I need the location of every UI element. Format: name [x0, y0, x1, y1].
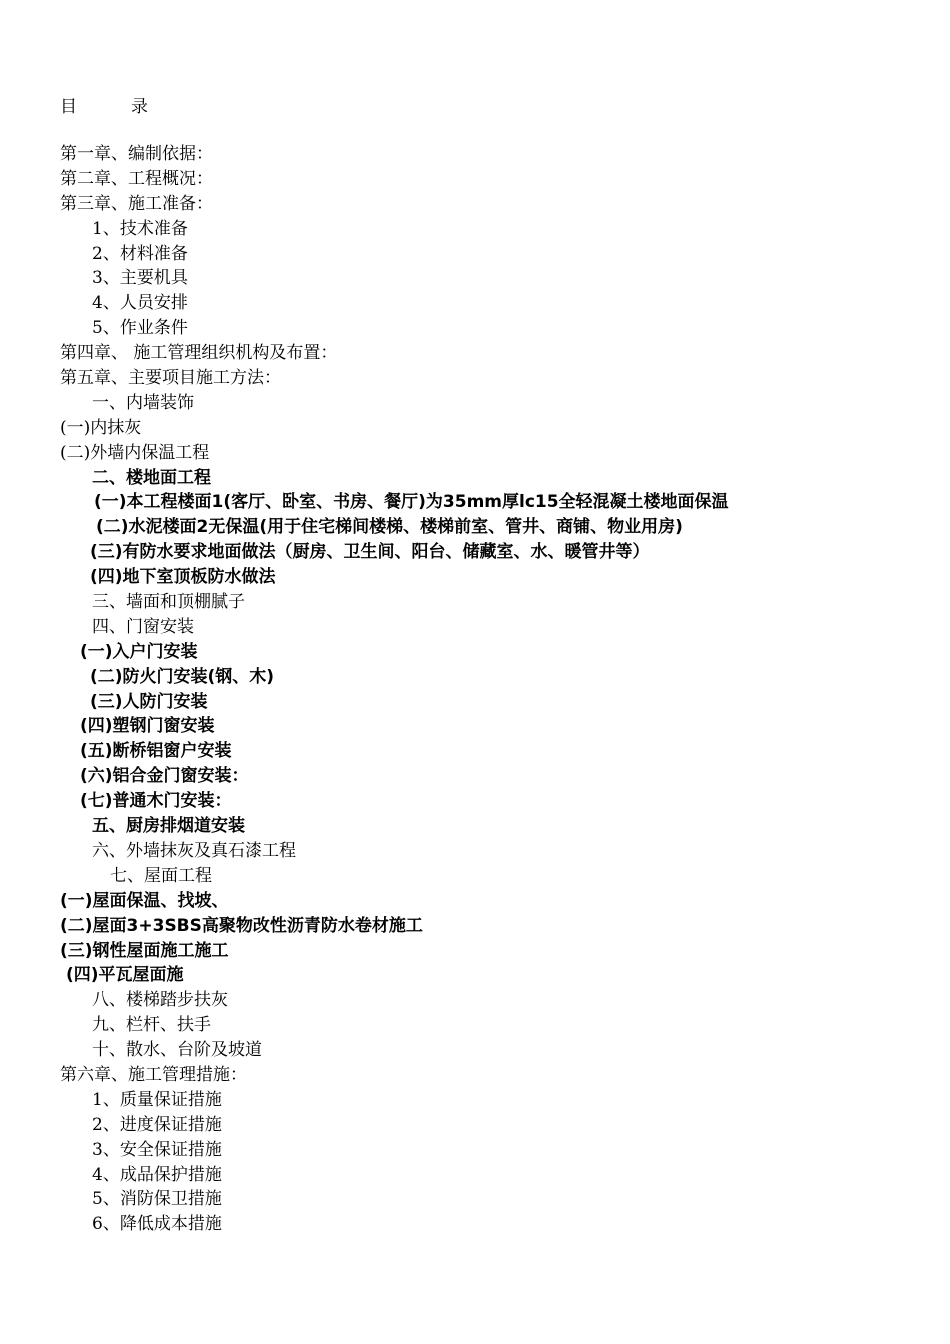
toc-entry: 5、消防保卫措施 [92, 1189, 222, 1210]
toc-entry: 五、厨房排烟道安装 [92, 816, 245, 837]
toc-entry: 3、安全保证措施 [92, 1139, 222, 1160]
toc-entry: 八、楼梯踏步扶灰 [92, 990, 228, 1011]
toc-entry: 六、外墙抹灰及真石漆工程 [92, 840, 296, 861]
toc-entry: (三)人防门安装 [90, 691, 208, 712]
toc-entry: (四)地下室顶板防水做法 [90, 567, 276, 588]
toc-entry: 四、门窗安装 [92, 616, 194, 637]
toc-entry: 第一章、编制依据： [60, 144, 213, 164]
toc-entry: (六)铝合金门窗安装： [80, 766, 249, 787]
toc-entry: (三)钢性屋面施工施工 [60, 940, 229, 961]
toc-list [0, 142, 950, 1237]
toc-entry: 第四章、 施工管理组织机构及布置： [60, 343, 338, 364]
toc-entry: (一)内抹灰 [60, 417, 142, 438]
toc-entry: 1、质量保证措施 [92, 1089, 222, 1110]
toc-title: 目 录 [60, 97, 149, 117]
toc-entry: 九、栏杆、扶手 [92, 1015, 211, 1036]
toc-entry: 5、作业条件 [92, 318, 188, 339]
toc-entry: 十、散水、台阶及坡道 [92, 1040, 262, 1061]
toc-entry: 第五章、主要项目施工方法： [60, 368, 281, 389]
toc-entry: 1、技术准备 [92, 218, 188, 239]
toc-entry: 第三章、施工准备： [60, 193, 213, 214]
toc-entry: 4、人员安排 [92, 293, 188, 314]
toc-entry: (一)屋面保温、找坡、 [60, 890, 229, 911]
toc-entry: (二)屋面3+3SBS高聚物改性沥青防水卷材施工 [60, 915, 423, 936]
toc-entry: (一)入户门安装 [80, 641, 198, 662]
toc-entry: 4、成品保护措施 [92, 1164, 222, 1185]
toc-entry: (四)塑钢门窗安装 [80, 716, 215, 737]
toc-entry: 第六章、施工管理措施： [60, 1064, 247, 1085]
toc-entry: 一、内墙装饰 [92, 392, 194, 413]
toc-entry: 3、主要机具 [92, 268, 188, 289]
toc-entry: (四)平瓦屋面施 [66, 965, 184, 986]
toc-entry: (二)水泥楼面2无保温(用于住宅梯间楼梯、楼梯前室、管井、商铺、物业用房) [96, 517, 683, 538]
toc-entry: 七、屋面工程 [110, 865, 212, 886]
toc-entry: (一)本工程楼面1(客厅、卧室、书房、餐厅)为35mm厚lc15全轻混凝土楼地面保温 [94, 492, 729, 513]
toc-entry: (五)断桥铝窗户安装 [80, 741, 232, 762]
toc-entry: 6、降低成本措施 [92, 1214, 222, 1235]
toc-entry: 2、进度保证措施 [92, 1114, 222, 1135]
toc-entry: (三)有防水要求地面做法（厨房、卫生间、阳台、储藏室、水、暖管井等） [90, 542, 650, 563]
toc-entry: (二)外墙内保温工程 [60, 442, 210, 463]
toc-entry: 二、楼地面工程 [92, 467, 211, 488]
toc-entry: (二)防火门安装(钢、木) [90, 666, 275, 687]
toc-entry: 2、材料准备 [92, 243, 188, 264]
toc-entry: 三、墙面和顶棚腻子 [92, 592, 245, 613]
toc-entry: 第二章、工程概况： [60, 168, 213, 189]
toc-entry: (七)普通木门安装： [80, 791, 232, 812]
